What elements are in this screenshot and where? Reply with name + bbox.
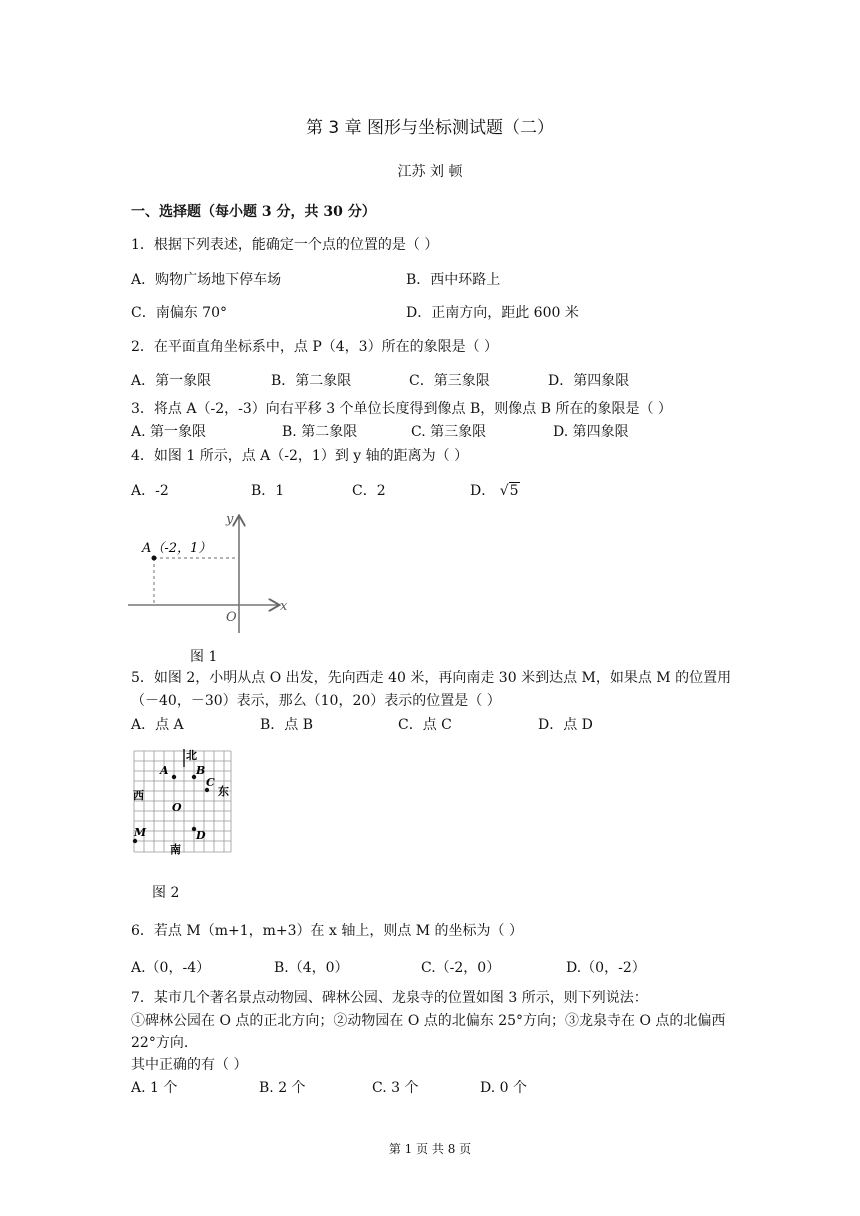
q6-option-c: C.（-2，0）	[421, 960, 501, 976]
q3-option-c: C. 第三象限	[411, 424, 487, 440]
south-label: 南	[170, 843, 181, 856]
q7-line3: 22°方向.	[131, 1035, 189, 1051]
q2-option-d: D．第四象限	[548, 373, 630, 389]
q4-stem: 4．如图 1 所示，点 A（-2，1）到 y 轴的距离为（ ）	[131, 448, 469, 464]
q5-stem-line2: （－40，－30）表示，那么（10，20）表示的位置是（ ）	[131, 693, 501, 709]
q1-option-d: D．正南方向，距此 600 米	[406, 305, 579, 321]
sqrt-symbol: √5	[499, 483, 519, 499]
q6-option-a: A.（0，-4）	[131, 960, 211, 976]
q6-option-b: B.（4，0）	[274, 960, 349, 976]
q5-option-d: D．点 D	[538, 717, 593, 733]
page-title: 第 3 章 图形与坐标测试题（二）	[305, 118, 555, 138]
q5-option-c: C．点 C	[398, 717, 452, 733]
q7-stem: 7．某市几个著名景点动物园、碑林公园、龙泉寺的位置如图 3 所示，则下列说法：	[131, 990, 648, 1006]
q2-option-c: C．第三象限	[409, 373, 490, 389]
grid-lines	[134, 751, 231, 852]
q4-option-a: A．-2	[131, 483, 169, 499]
point-c-label: C	[206, 776, 215, 789]
x-axis-label: x	[280, 599, 288, 614]
q6-option-d: D.（0，-2）	[566, 960, 646, 976]
q3-stem: 3．将点 A（-2，-3）向右平移 3 个单位长度得到像点 B，则像点 B 所在的象限是（ ）	[131, 401, 672, 417]
west-label: 西	[133, 789, 144, 802]
north-label: 北	[186, 749, 197, 762]
q1-option-a: A．购物广场地下停车场	[131, 272, 282, 288]
author: 江苏 刘 顿	[397, 164, 463, 180]
q5-option-a: A．点 A	[131, 717, 184, 733]
q2-option-a: A．第一象限	[131, 373, 212, 389]
figure-1-diagram	[120, 505, 300, 635]
point-a-label: A（-2，1）	[142, 541, 212, 556]
q4-option-c: C．2	[352, 483, 386, 499]
q5-stem-line1: 5．如图 2，小明从点 O 出发，先向西走 40 米，再向南走 30 米到达点 M，如果点 M 的位置用	[131, 670, 732, 686]
q7-option-b: B. 2 个	[259, 1080, 306, 1096]
q4-option-b: B．1	[251, 483, 285, 499]
q3-option-a: A. 第一象限	[131, 424, 207, 440]
y-axis-label: y	[226, 512, 234, 527]
q7-option-c: C. 3 个	[372, 1080, 419, 1096]
origin-label: O	[172, 801, 182, 814]
point-a-label: A	[160, 764, 169, 777]
q1-option-c: C．南偏东 70°	[131, 305, 227, 321]
q4-option-d-label: D．	[470, 483, 496, 499]
q7-line4: 其中正确的有（ ）	[131, 1057, 248, 1073]
q1-stem: 1．根据下列表述，能确定一个点的位置的是（ ）	[131, 237, 439, 253]
q5-option-b: B．点 B	[260, 717, 314, 733]
q7-line2: ①碑林公园在 O 点的正北方向；②动物园在 O 点的北偏东 25°方向；③龙泉寺在 O 点的北偏西	[131, 1013, 726, 1029]
q4-option-d	[470, 481, 520, 501]
page-footer: 第 1 页 共 8 页	[388, 1142, 472, 1156]
point-a	[152, 556, 157, 561]
point-d-label: D	[196, 829, 206, 842]
q7-option-a: A. 1 个	[131, 1080, 178, 1096]
q6-stem: 6．若点 M（m+1，m+3）在 x 轴上，则点 M 的坐标为（ ）	[131, 923, 523, 939]
figure-1-caption: 图 1	[190, 649, 218, 665]
figure-2-grid	[128, 745, 238, 857]
east-label: 东	[218, 785, 229, 798]
origin-label: O	[226, 610, 237, 625]
q3-option-d: D. 第四象限	[553, 424, 629, 440]
point-b-label: B	[196, 764, 206, 777]
q1-option-b: B．西中环路上	[406, 272, 501, 288]
figure-2-caption: 图 2	[152, 885, 180, 901]
point-m	[133, 839, 137, 843]
point-a	[172, 775, 176, 779]
q3-option-b: B. 第二象限	[282, 424, 358, 440]
point-m-label: M	[134, 826, 147, 839]
q2-option-b: B．第二象限	[271, 373, 352, 389]
q2-stem: 2．在平面直角坐标系中，点 P（4，3）所在的象限是（ ）	[131, 339, 499, 355]
q7-option-d: D. 0 个	[480, 1080, 527, 1096]
section-heading: 一、选择题（每小题 3 分，共 30 分）	[131, 204, 376, 220]
sqrt-radicand: 5	[509, 483, 519, 499]
